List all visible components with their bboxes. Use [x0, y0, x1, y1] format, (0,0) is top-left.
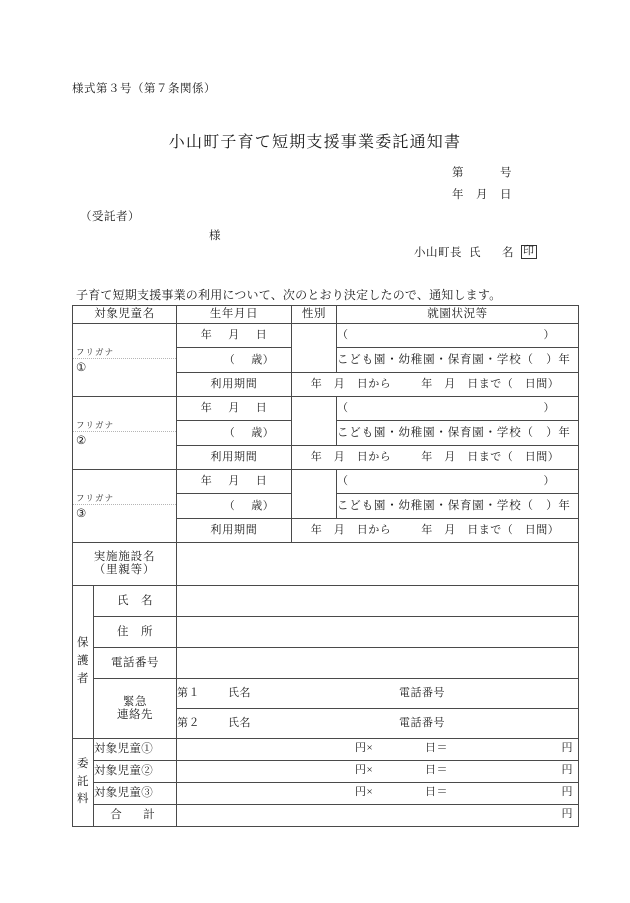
recipient-honorific: 様	[209, 230, 221, 242]
contact-rank: 第２	[177, 717, 200, 730]
gender-input[interactable]	[292, 397, 337, 446]
issuer-name: 小山町長	[414, 247, 462, 259]
age-label: 歳）	[251, 353, 275, 366]
child-name-cell[interactable]	[73, 470, 177, 543]
period-to-label: 年 月 日まで（ 日間）	[421, 378, 560, 391]
header-gender: 性別	[292, 306, 337, 324]
guardian-address-row	[73, 617, 579, 648]
contact-name-label: 氏名	[228, 687, 251, 700]
dob-year-label: 年	[200, 475, 213, 488]
contact-rank: 第１	[177, 687, 200, 700]
paren-close: ）	[543, 475, 555, 488]
emergency-label-line2: 連絡先	[117, 708, 153, 721]
dob-day-label: 日	[255, 475, 268, 488]
fee-days-label: 日＝	[425, 764, 448, 776]
period-label: 利用期間	[177, 373, 292, 397]
form-number: 様式第３号（第７条関係）	[72, 83, 216, 95]
enrollment-options[interactable]: こども園・幼稚園・保育園・学校（ ）年	[337, 420, 579, 445]
fee-child-1-label: 対象児童①	[94, 739, 177, 761]
guardian-name-label: 氏 名	[94, 586, 177, 617]
furigana-label: フリガナ	[73, 492, 176, 505]
guardian-vertical-label	[73, 586, 94, 739]
fee-total-row	[73, 805, 579, 827]
birth-date-input[interactable]	[177, 397, 292, 421]
period-from-label: 年 月 日から	[310, 451, 392, 464]
period-input[interactable]	[292, 373, 579, 397]
fee-child-3-input[interactable]	[177, 783, 579, 805]
issuer-line	[414, 244, 537, 260]
facility-label-line2: （里親等）	[93, 564, 156, 576]
fee-unit-label: 円×	[355, 786, 374, 798]
age-paren-open: （	[223, 353, 236, 366]
emergency-contact-2-input[interactable]	[177, 709, 579, 739]
guardian-label-char-1: 保	[77, 637, 89, 650]
child-name-cell[interactable]	[73, 324, 177, 397]
notification-table	[72, 305, 579, 827]
period-label: 利用期間	[177, 446, 292, 470]
issuer-givenname-label: 名	[502, 247, 514, 259]
enrollment-note-input[interactable]	[337, 397, 579, 421]
fee-row-1	[73, 739, 579, 761]
fee-row-3	[73, 783, 579, 805]
document-number-field: 第 号	[452, 167, 512, 179]
fee-total-label: 円	[561, 786, 573, 798]
fee-row-2	[73, 761, 579, 783]
gender-input[interactable]	[292, 470, 337, 519]
period-label: 利用期間	[177, 519, 292, 543]
emergency-contact-label	[94, 679, 177, 739]
header-enrollment: 就園状況等	[337, 306, 579, 324]
enrollment-note-input[interactable]	[337, 324, 579, 348]
fee-days-label: 日＝	[425, 742, 448, 754]
fee-unit-label: 円×	[355, 764, 374, 776]
table-header-row	[73, 306, 579, 324]
child-index: ②	[76, 434, 87, 447]
child-2-row-a	[73, 397, 579, 421]
dob-day-label: 日	[255, 329, 268, 342]
contact-name-label: 氏名	[228, 717, 251, 730]
child-3-row-a	[73, 470, 579, 494]
paren-open: （	[337, 402, 349, 415]
age-input[interactable]	[177, 420, 292, 445]
guardian-name-input[interactable]	[177, 586, 579, 617]
period-to-label: 年 月 日まで（ 日間）	[421, 451, 560, 464]
paren-close: ）	[543, 402, 555, 415]
paren-open: （	[337, 329, 349, 342]
emergency-label-line1: 緊急	[123, 695, 147, 708]
guardian-address-label: 住 所	[94, 617, 177, 648]
guardian-label-char-3: 者	[77, 672, 89, 685]
child-index: ①	[76, 361, 87, 374]
furigana-label: フリガナ	[73, 346, 176, 359]
age-paren-open: （	[223, 499, 236, 512]
fee-label-char-1: 委	[77, 757, 89, 770]
enrollment-options[interactable]: こども園・幼稚園・保育園・学校（ ）年	[337, 347, 579, 372]
fee-child-1-input[interactable]	[177, 739, 579, 761]
guardian-label-char-2: 護	[77, 655, 89, 668]
age-input[interactable]	[177, 347, 292, 372]
enrollment-options[interactable]: こども園・幼稚園・保育園・学校（ ）年	[337, 493, 579, 518]
dob-year-label: 年	[200, 329, 213, 342]
fee-total-label: 円	[561, 742, 573, 754]
page-title: 小山町子育て短期支援事業委託通知書	[168, 134, 462, 151]
period-from-label: 年 月 日から	[310, 524, 392, 537]
facility-row	[73, 543, 579, 586]
period-from-label: 年 月 日から	[310, 378, 392, 391]
fee-label-char-3: 料	[77, 793, 89, 806]
header-child-name: 対象児童名	[73, 306, 177, 324]
guardian-phone-label: 電話番号	[94, 648, 177, 679]
dob-month-label: 月	[228, 475, 240, 488]
dob-month-label: 月	[228, 329, 240, 342]
contact-phone-label: 電話番号	[399, 717, 445, 730]
paren-close: ）	[543, 329, 555, 342]
enrollment-note-input[interactable]	[337, 470, 579, 494]
document-date-field: 年 月 日	[452, 189, 512, 201]
header-birth-date: 生年月日	[177, 306, 292, 324]
facility-value-input[interactable]	[177, 543, 579, 586]
fee-vertical-label	[73, 739, 94, 827]
age-label: 歳）	[251, 499, 275, 512]
age-input[interactable]	[177, 493, 292, 518]
age-paren-open: （	[223, 426, 236, 439]
guardian-phone-row	[73, 648, 579, 679]
dob-year-label: 年	[200, 402, 213, 415]
paren-open: （	[337, 475, 349, 488]
fee-grand-total-label: 円	[561, 808, 573, 820]
fee-label-char-2: 託	[77, 775, 89, 788]
emergency-contact-1-input[interactable]	[177, 679, 579, 709]
fee-unit-label: 円×	[355, 742, 374, 754]
period-input[interactable]	[292, 446, 579, 470]
dob-day-label: 日	[255, 402, 268, 415]
fee-grand-total-input[interactable]	[177, 805, 579, 827]
fee-total-label: 円	[561, 764, 573, 776]
recipient-label: （受託者）	[80, 211, 140, 223]
child-index: ③	[76, 507, 87, 520]
issuer-surname-label: 氏	[469, 247, 481, 259]
furigana-label: フリガナ	[73, 419, 176, 432]
guardian-name-row	[73, 586, 579, 617]
intro-sentence: 子育て短期支援事業の利用について、次のとおり決定したので、通知します。	[76, 288, 502, 302]
dob-month-label: 月	[228, 402, 240, 415]
birth-date-input[interactable]	[177, 324, 292, 348]
contact-phone-label: 電話番号	[399, 687, 445, 700]
gender-input[interactable]	[292, 324, 337, 373]
emergency-contact-1-row	[73, 679, 579, 709]
period-to-label: 年 月 日まで（ 日間）	[421, 524, 560, 537]
seal-stamp-box: 印	[521, 245, 537, 260]
fee-child-2-label: 対象児童②	[94, 761, 177, 783]
fee-days-label: 日＝	[425, 786, 448, 798]
facility-label	[73, 543, 177, 586]
period-input[interactable]	[292, 519, 579, 543]
child-1-row-a	[73, 324, 579, 348]
fee-total-row-label: 合 計	[94, 805, 177, 827]
birth-date-input[interactable]	[177, 470, 292, 494]
guardian-address-input[interactable]	[177, 617, 579, 648]
fee-child-2-input[interactable]	[177, 761, 579, 783]
guardian-phone-input[interactable]	[177, 648, 579, 679]
age-label: 歳）	[251, 426, 275, 439]
child-name-cell[interactable]	[73, 397, 177, 470]
facility-label-line1: 実施施設名	[93, 551, 156, 564]
fee-child-3-label: 対象児童③	[94, 783, 177, 805]
